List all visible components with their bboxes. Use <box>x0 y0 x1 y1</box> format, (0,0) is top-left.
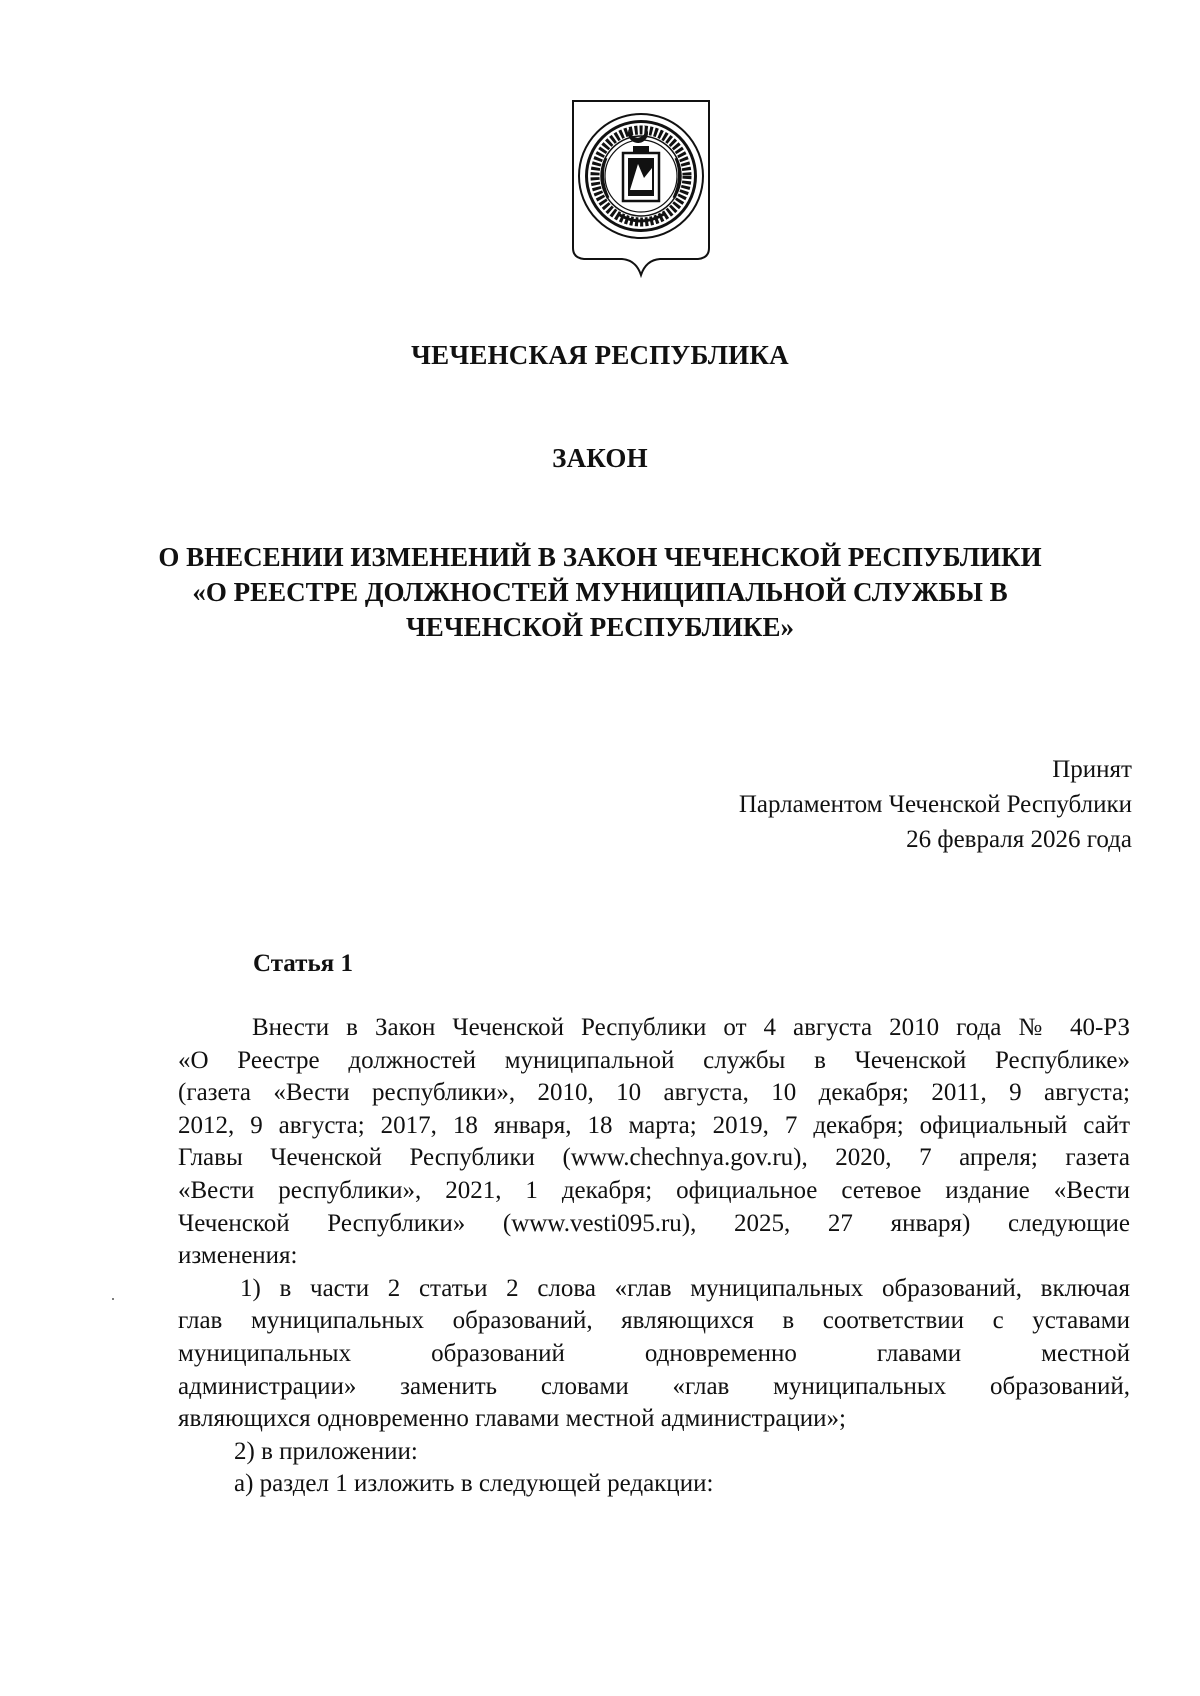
republic-heading: ЧЕЧЕНСКАЯ РЕСПУБЛИКА <box>411 340 789 370</box>
paragraph-line: муниципальных образований одновременно главами местной <box>178 1339 1130 1367</box>
paragraph-line: администрации» заменить словами «глав муниципальных образований, <box>178 1372 1130 1400</box>
paragraph-line: 2) в приложении: <box>234 1437 418 1465</box>
margin-mark <box>112 1298 114 1300</box>
law-title-line: ЧЕЧЕНСКОЙ РЕСПУБЛИКЕ» <box>405 612 794 642</box>
paragraph-line: изменения: <box>178 1242 298 1270</box>
paragraph-line: 2012, 9 августа; 2017, 18 января, 18 марта; 2019, 7 декабря; официальный сайт <box>178 1111 1130 1139</box>
adoption-date: 26 февраля 2026 года <box>906 826 1132 853</box>
paragraph-line: являющихся одновременно главами местной администрации»; <box>178 1405 847 1433</box>
law-title <box>140 540 1060 645</box>
adoption-line: Парламентом Чеченской Республики <box>738 791 1132 818</box>
law-heading: ЗАКОН <box>552 443 648 473</box>
adoption-line: Принят <box>1052 756 1132 783</box>
law-title-line: «О РЕЕСТРЕ ДОЛЖНОСТЕЙ МУНИЦИПАЛЬНОЙ СЛУЖБЫ В <box>192 577 1008 607</box>
chechen-republic-coat-of-arms-icon <box>570 98 712 278</box>
paragraph-line: Чеченской Республики» (www.vesti095.ru), 2025, 27 января) следующие <box>178 1209 1130 1237</box>
paragraph-line: глав муниципальных образований, являющихся в соответствии с уставами <box>178 1307 1130 1335</box>
article-heading: Статья 1 <box>253 950 353 977</box>
paragraph-line: а) раздел 1 изложить в следующей редакции: <box>234 1470 714 1498</box>
law-title-line: О ВНЕСЕНИИ ИЗМЕНЕНИЙ В ЗАКОН ЧЕЧЕНСКОЙ РЕСПУБЛИКИ <box>158 542 1042 572</box>
paragraph-line: Внести в Закон Чеченской Республики от 4 августа 2010 года № 40-РЗ <box>252 1014 1130 1041</box>
paragraph-line: Главы Чеченской Республики (www.chechnya.gov.ru), 2020, 7 апреля; газета <box>178 1144 1130 1172</box>
paragraph-line: «Вести республики», 2021, 1 декабря; официальное сетевое издание «Вести <box>178 1176 1130 1204</box>
paragraph-line: «О Реестре должностей муниципальной службы в Чеченской Республике» <box>178 1046 1130 1074</box>
adoption-block <box>739 752 1132 857</box>
paragraph-line: (газета «Вести республики», 2010, 10 августа, 10 декабря; 2011, 9 августа; <box>178 1079 1130 1107</box>
paragraph-line: 1) в части 2 статьи 2 слова «глав муниципальных образований, включая <box>240 1274 1130 1302</box>
article-body <box>178 1012 1130 1501</box>
